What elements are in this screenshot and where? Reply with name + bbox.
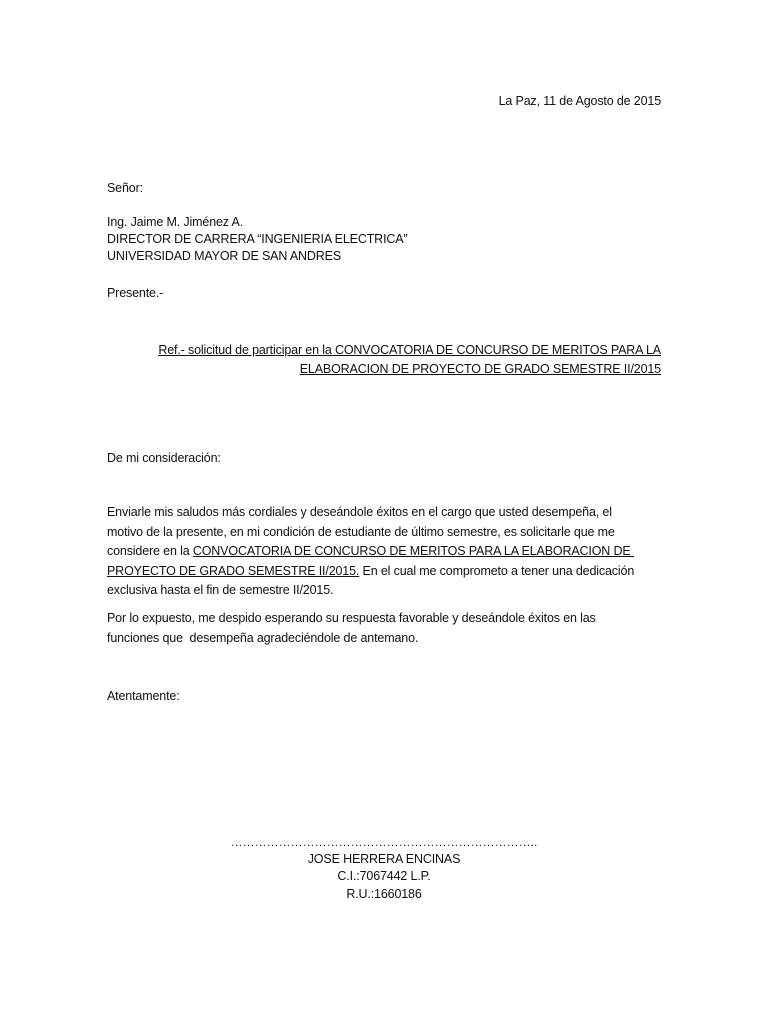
reference-line-2 bbox=[300, 360, 661, 379]
greeting: De mi consideración: bbox=[107, 451, 221, 465]
paragraph-1-line-3-underlined: CONVOCATORIA DE CONCURSO DE MERITOS PARA LA ELABORACION DE bbox=[192, 544, 634, 558]
presente-line: Presente.- bbox=[107, 286, 164, 300]
letter-date: La Paz, 11 de Agosto de 2015 bbox=[498, 94, 661, 108]
signature-ru: R.U.:1660186 bbox=[346, 887, 422, 901]
recipient-name: Ing. Jaime M. Jiménez A. bbox=[107, 215, 244, 229]
paragraph-2-line-1: Por lo expuesto, me despido esperando su respuesta favorable y deseándole éxitos en las bbox=[107, 611, 596, 625]
reference-line-1-text: Ref.- solicitud de participar en la CONVOCATORIA DE CONCURSO DE MERITOS PARA LA bbox=[158, 343, 661, 357]
paragraph-2 bbox=[107, 609, 627, 648]
paragraph-1 bbox=[107, 503, 635, 601]
paragraph-1-line-4-underlined: PROYECTO DE GRADO SEMESTRE II/2015. bbox=[107, 563, 360, 578]
paragraph-1-line-5: exclusiva hasta el fin de semestre II/2015. bbox=[107, 583, 334, 597]
salutation-title: Señor: bbox=[107, 181, 143, 195]
recipient-institution: UNIVERSIDAD MAYOR DE SAN ANDRES bbox=[107, 249, 342, 263]
reference-line-1 bbox=[158, 341, 661, 360]
paragraph-1-line-4-suffix: En el cual me comprometo a tener una dedicación bbox=[359, 563, 635, 578]
signature-ci: C.I.:7067442 L.P. bbox=[337, 869, 431, 883]
signature-name: JOSE HERRERA ENCINAS bbox=[307, 852, 461, 866]
paragraph-1-line-3-prefix: considere en la bbox=[107, 544, 193, 558]
recipient-position: DIRECTOR DE CARRERA “INGENIERIA ELECTRICA” bbox=[107, 232, 408, 246]
paragraph-1-line-4 bbox=[107, 562, 635, 582]
paragraph-1-line-1: Enviarle mis saludos más cordiales y deseándole éxitos en el cargo que usted desempeña, el bbox=[107, 505, 612, 519]
paragraph-1-line-3 bbox=[107, 542, 634, 562]
reference-line-2-text: ELABORACION DE PROYECTO DE GRADO SEMESTRE II/2015 bbox=[299, 362, 661, 376]
closing: Atentamente: bbox=[107, 689, 180, 703]
paragraph-1-line-2: motivo de la presente, en mi condición de estudiante de último semestre, es solicitarle que me bbox=[107, 524, 615, 539]
signature-line: ………………………………………………………………….. bbox=[230, 835, 538, 849]
paragraph-2-line-2: funciones que desempeña agradeciéndole de antemano. bbox=[107, 630, 419, 645]
